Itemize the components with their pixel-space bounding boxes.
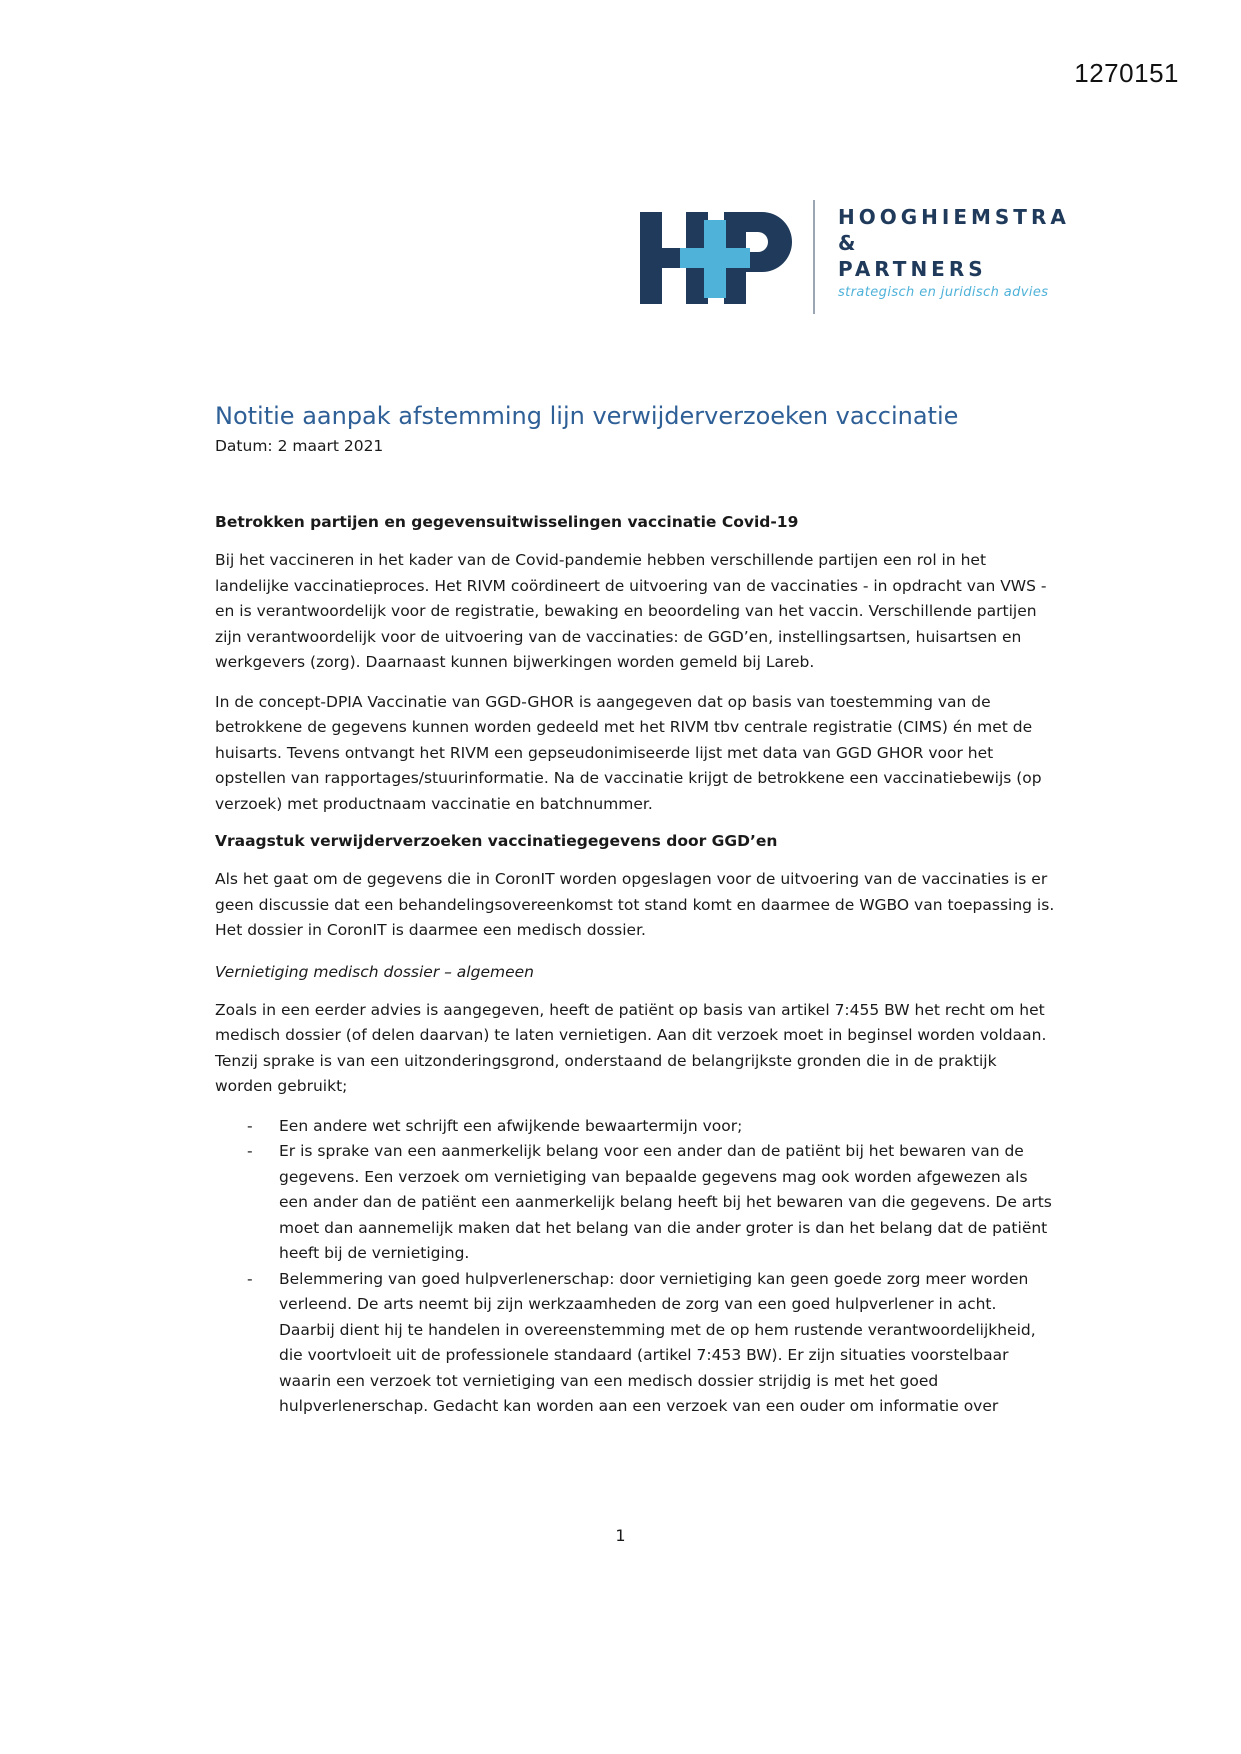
logo-tagline: strategisch en juridisch advies xyxy=(838,285,1049,300)
page-number: 1 xyxy=(615,1526,626,1545)
logo-wordmark xyxy=(838,204,1070,300)
list-item-text: Belemmering van goed hulpverlenerschap: door vernietiging kan geen goede zorg meer worden verleend. De arts neemt bij zijn werkzaamheden de zorg van een goed hulpverlener in acht. Daarbij dient hij te handelen in overeenstemming met de op hem rustende verantwoordelijkheid, die voortvloeit uit de professionele standaard (artikel 7:453 BW). Er zijn situaties voorstelbaar waarin een verzoek tot vernietiging van een medisch dossier strijdig is met het goed hulpverlenerschap. Gedacht kan worden aan een verzoek van een ouder om informatie over xyxy=(279,1269,1036,1415)
grounds-list xyxy=(215,1114,1055,1420)
company-logo xyxy=(640,200,1080,320)
hp-logo-mark xyxy=(640,212,792,304)
document-date: Datum: 2 maart 2021 xyxy=(215,437,384,455)
bullet-dash: - xyxy=(247,1142,253,1160)
logo-line-3: PARTNERS xyxy=(838,257,987,281)
section-heading-parties: Betrokken partijen en gegevensuitwisselingen vaccinatie Covid-19 xyxy=(215,513,799,531)
logo-line-2: & xyxy=(838,231,860,255)
bullet-dash: - xyxy=(247,1269,253,1288)
document-title: Notitie aanpak afstemming lijn verwijderverzoeken vaccinatie xyxy=(215,402,959,430)
bullet-dash: - xyxy=(247,1116,253,1135)
list-item xyxy=(215,1267,1055,1420)
subheading-destruction: Vernietiging medisch dossier – algemeen xyxy=(215,962,534,981)
section-heading-removal-requests: Vraagstuk verwijderverzoeken vaccinatiegegevens door GGD’en xyxy=(215,832,778,850)
logo-divider xyxy=(813,200,815,314)
paragraph: In de concept-DPIA Vaccinatie van GGD-GHOR is aangegeven dat op basis van toestemming van de betrokkene de gegevens kunnen worden gedeeld met het RIVM tbv centrale registratie (CIMS) én met de huisarts. Tevens ontvangt het RIVM een gepseudonimiseerde lijst met data van GGD GHOR voor het opstellen van rapportages/stuurinformatie. Na de vaccinatie krijgt de betrokkene een vaccinatiebewijs (op verzoek) met productnaam vaccinatie en batchnummer. xyxy=(215,692,1042,813)
document-body xyxy=(215,400,1055,1420)
paragraph: Bij het vaccineren in het kader van de Covid-pandemie hebben verschillende partijen een rol in het landelijke vaccinatieproces. Het RIVM coördineert de uitvoering van de vaccinaties - in opdracht van VWS - en is verantwoordelijk voor de registratie, bewaking en beoordeling van het vaccin. Verschillende partijen zijn verantwoordelijk voor de uitvoering van de vaccinaties: de GGD’en, instellingsartsen, huisartsen en werkgevers (zorg). Daarnaast kunnen bijwerkingen worden gemeld bij Lareb. xyxy=(215,551,1047,671)
list-item xyxy=(215,1114,1055,1140)
document-number: 1270151 xyxy=(1074,58,1179,88)
logo-line-1: HOOGHIEMSTRA xyxy=(838,205,1070,229)
paragraph: Als het gaat om de gegevens die in CoronIT worden opgeslagen voor de uitvoering van de vaccinaties is er geen discussie dat een behandelingsovereenkomst tot stand komt en daarmee de WGBO van toepassing is. Het dossier in CoronIT is daarmee een medisch dossier. xyxy=(215,870,1055,939)
list-item-text: Er is sprake van een aanmerkelijk belang voor een ander dan de patiënt bij het bewaren van de gegevens. Een verzoek om vernietiging van bepaalde gegevens mag ook worden afgewezen als een ander dan de patiënt een aanmerkelijk belang heeft bij het bewaren van die gegevens. De arts moet dan aannemelijk maken dat het belang van die ander groter is dan het belang dat de patiënt heeft bij de vernietiging. xyxy=(279,1142,1052,1262)
paragraph: Zoals in een eerder advies is aangegeven, heeft de patiënt op basis van artikel 7:455 BW het recht om het medisch dossier (of delen daarvan) te laten vernietigen. Aan dit verzoek moet in beginsel worden voldaan. Tenzij sprake is van een uitzonderingsgrond, onderstaand de belangrijkste gronden die in de praktijk worden gebruikt; xyxy=(215,1000,1047,1095)
list-item xyxy=(215,1139,1055,1267)
list-item-text: Een andere wet schrijft een afwijkende bewaartermijn voor; xyxy=(279,1116,743,1135)
